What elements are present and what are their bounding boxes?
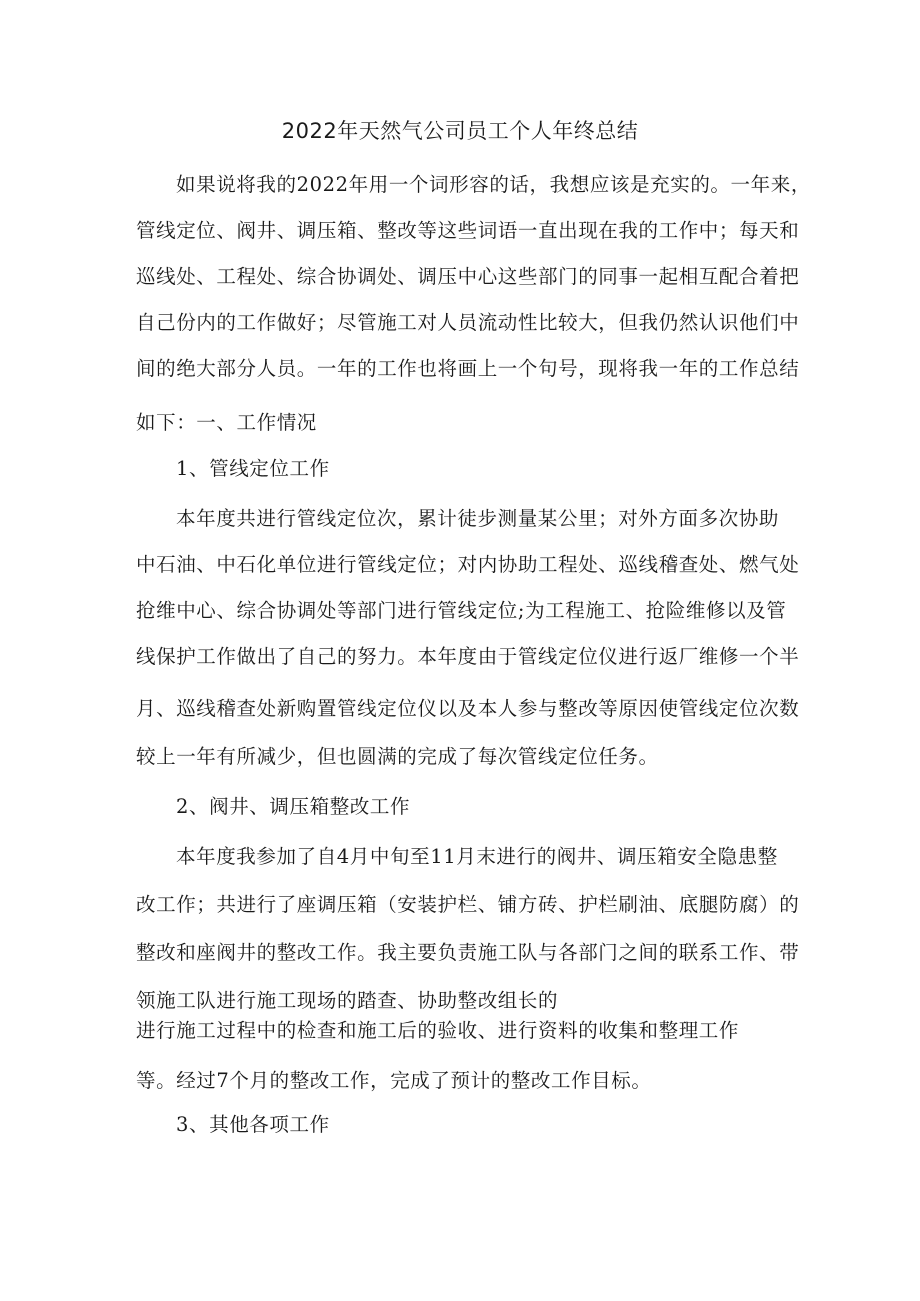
paragraph-line: 中石油、中石化单位进行管线定位；对内协助工程处、巡线稽查处、燃气处 bbox=[136, 553, 800, 576]
paragraph-line: 抢维中心、综合协调处等部门进行管线定位;为工程施工、抢险维修以及管 bbox=[136, 599, 787, 622]
paragraph-line: 线保护工作做出了自己的努力。本年度由于管线定位仪进行返厂维修一个半 bbox=[136, 645, 800, 668]
paragraph-line: 月、巡线稽查处新购置管线定位仪以及本人参与整改等原因使管线定位次数 bbox=[136, 697, 800, 720]
paragraph-line: 管线定位、阀井、调压箱、整改等这些词语一直出现在我的工作中；每天和 bbox=[136, 219, 800, 242]
section-heading: 2、阀井、调压箱整改工作 bbox=[176, 795, 411, 818]
paragraph-line: 本年度共进行管线定位次，累计徒步测量某公里；对外方面多次协助 bbox=[176, 507, 780, 530]
paragraph-line: 进行施工过程中的检查和施工后的验收、进行资料的收集和整理工作 bbox=[136, 1019, 740, 1042]
paragraph-line: 改工作；共进行了座调压箱（安装护栏、铺方砖、护栏刷油、底腿防腐）的 bbox=[136, 893, 800, 916]
section-heading: 1、管线定位工作 bbox=[176, 457, 330, 480]
paragraph-line: 如下：一、工作情况 bbox=[136, 411, 317, 434]
paragraph-line: 间的绝大部分人员。一年的工作也将画上一个句号，现将我一年的工作总结 bbox=[136, 357, 800, 380]
paragraph-line: 等。经过7个月的整改工作，完成了预计的整改工作目标。 bbox=[136, 1069, 652, 1092]
paragraph-line: 整改和座阀井的整改工作。我主要负责施工队与各部门之间的联系工作、带 bbox=[136, 941, 800, 964]
paragraph-line: 较上一年有所减少，但也圆满的完成了每次管线定位任务。 bbox=[136, 745, 659, 768]
paragraph-line: 领施工队进行施工现场的踏查、协助整改组长的 bbox=[136, 989, 559, 1012]
paragraph-line: 自己份内的工作做好；尽管施工对人员流动性比较大，但我仍然认识他们中 bbox=[136, 311, 800, 334]
document-title: 2022年天然气公司员工个人年终总结 bbox=[281, 119, 639, 143]
paragraph-line: 如果说将我的2022年用一个词形容的话，我想应该是充实的。一年来， bbox=[176, 173, 811, 196]
paragraph-line: 巡线处、工程处、综合协调处、调压中心这些部门的同事一起相互配合着把 bbox=[136, 265, 800, 288]
paragraph-line: 本年度我参加了自4月中旬至11月末进行的阀井、调压箱安全隐患整 bbox=[176, 845, 778, 868]
section-heading: 3、其他各项工作 bbox=[176, 1113, 330, 1136]
